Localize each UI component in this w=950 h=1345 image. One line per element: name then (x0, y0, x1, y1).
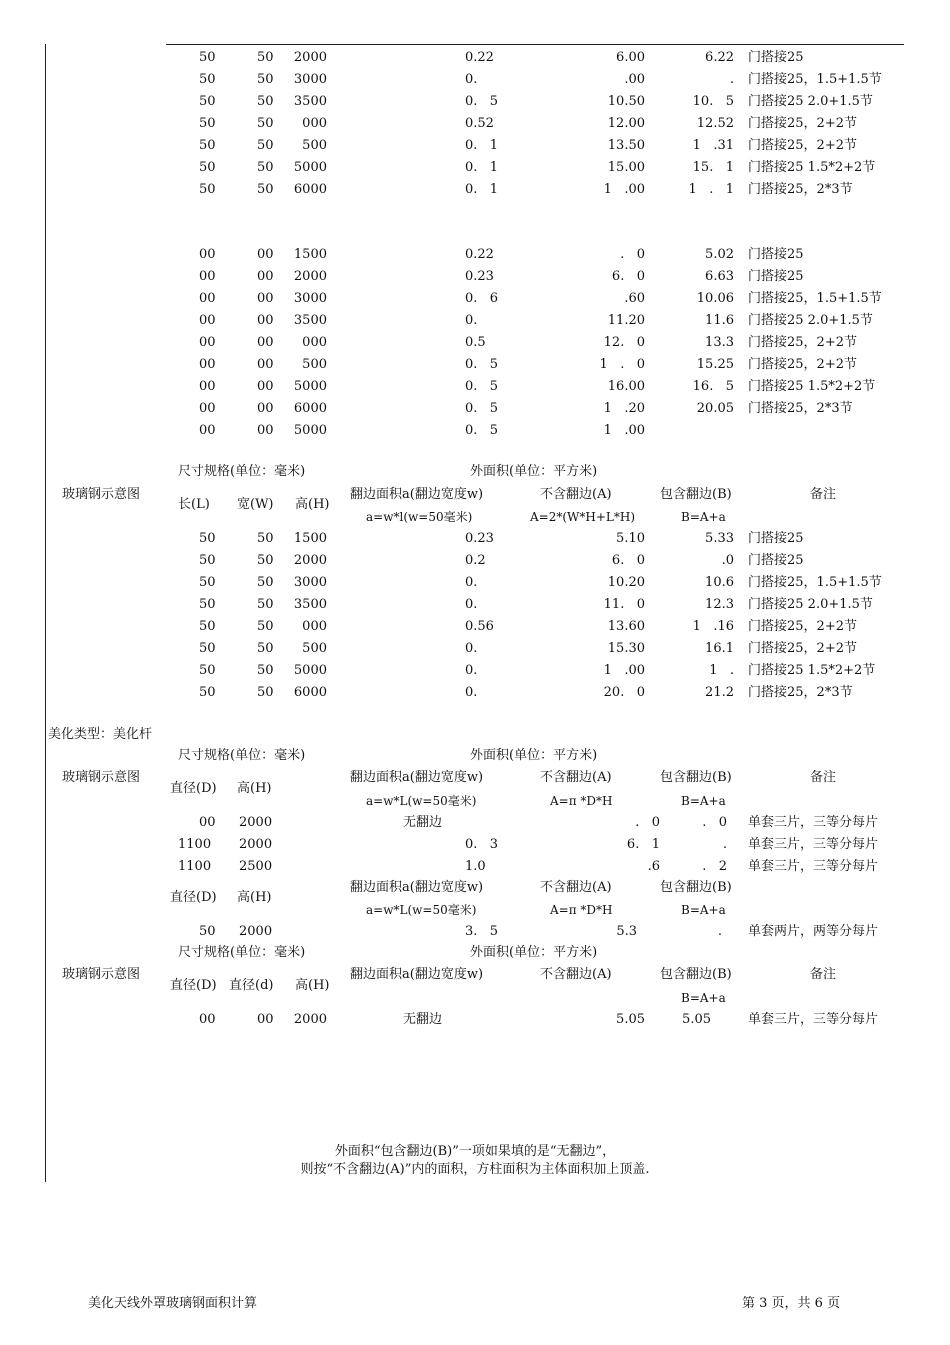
no-flange-formula: A=π *D*H (550, 903, 613, 917)
height-cell: 2000 (293, 269, 327, 284)
with-flange-cell: 5.33 (705, 531, 734, 546)
no-flange-cell: 12.00 (607, 116, 645, 131)
height-cell: 3000 (293, 575, 327, 590)
flange-area-cell: 无翻边 (403, 1012, 443, 1027)
height-cell: 6000 (293, 182, 327, 197)
diameter-cell: 1100 (178, 837, 212, 852)
with-flange-formula: B=A+a (681, 991, 726, 1005)
diameter-cell: 1100 (178, 859, 212, 874)
width-cell: 00 (257, 335, 274, 350)
remark-cell: 单套三片，三等分每片 (748, 815, 879, 830)
length-cell: 50 (199, 641, 216, 656)
with-flange-header: 包含翻边(B) (660, 770, 732, 785)
with-flange-header: 包含翻边(B) (660, 487, 732, 502)
with-flange-cell: 1 .16 (692, 619, 734, 634)
remark-cell: 门搭接25，2+2节 (748, 116, 857, 131)
remark-cell: 门搭接25，2+2节 (748, 619, 857, 634)
flange-area-cell: 0. (465, 313, 478, 328)
width-cell: 50 (257, 663, 274, 678)
no-flange-cell: 13.50 (607, 138, 645, 153)
with-flange-cell: 11.6 (705, 313, 734, 328)
document-title: 美化天线外罩玻璃钢面积计算 (88, 1296, 258, 1311)
with-flange-header: 包含翻边(B) (660, 967, 732, 982)
flange-area-header: 翻边面积a(翻边宽度w) (350, 487, 484, 502)
flange-area-cell: 0. 1 (465, 160, 499, 175)
diagram-label: 玻璃钢示意图 (62, 770, 141, 785)
flange-area-cell: 0.23 (465, 269, 494, 284)
no-flange-cell: 10.50 (607, 94, 645, 109)
width-cell: 50 (257, 182, 274, 197)
diameter-big-header: 直径(D) (170, 978, 217, 993)
length-cell: 50 (199, 663, 216, 678)
no-flange-cell: .6 (647, 859, 660, 874)
no-flange-cell: 11.20 (607, 313, 645, 328)
diameter-small-header: 直径(d) (229, 978, 274, 993)
height-cell: 6000 (293, 401, 327, 416)
height-cell: 500 (302, 138, 327, 153)
remark-header: 备注 (810, 487, 837, 502)
flange-area-header: 翻边面积a(翻边宽度w) (350, 770, 484, 785)
with-flange-cell: . 2 (702, 859, 727, 874)
width-cell: 50 (257, 72, 274, 87)
height-cell: 1500 (293, 247, 327, 262)
with-flange-cell: 1 . 1 (688, 182, 734, 197)
no-flange-cell: . 0 (635, 815, 660, 830)
no-flange-cell: 12. 0 (603, 335, 645, 350)
no-flange-cell: 5.3 (616, 924, 637, 939)
length-header: 长(L) (178, 497, 210, 512)
length-cell: 50 (199, 72, 216, 87)
length-cell: 50 (199, 619, 216, 634)
remark-cell: 门搭接25，2*3节 (748, 401, 853, 416)
no-flange-cell: 15.00 (607, 160, 645, 175)
remark-cell: 单套三片，三等分每片 (748, 837, 879, 852)
width-cell: 00 (257, 357, 274, 372)
with-flange-cell: . (729, 72, 734, 87)
length-cell: 00 (199, 357, 216, 372)
remark-header: 备注 (810, 770, 837, 785)
remark-cell: 单套三片，三等分每片 (748, 859, 879, 874)
flange-area-cell: 0. 5 (465, 401, 499, 416)
flange-area-cell: 0.23 (465, 531, 494, 546)
no-flange-cell: 6. 0 (611, 269, 645, 284)
no-flange-header: 不含翻边(A) (540, 880, 612, 895)
width-cell: 50 (257, 531, 274, 546)
remark-cell: 门搭接25，2*3节 (748, 685, 853, 700)
with-flange-cell: 15.25 (696, 357, 734, 372)
width-cell: 50 (257, 116, 274, 131)
with-flange-cell: 20.05 (696, 401, 734, 416)
height-cell: 2000 (293, 50, 327, 65)
width-cell: 50 (257, 50, 274, 65)
height-cell: 2000 (293, 553, 327, 568)
with-flange-cell: 10. 5 (692, 94, 734, 109)
length-cell: 00 (199, 379, 216, 394)
length-cell: 50 (199, 685, 216, 700)
left-border-line (45, 44, 46, 1182)
width-cell: 50 (257, 160, 274, 175)
with-flange-cell: 1 .31 (692, 138, 734, 153)
remark-cell: 门搭接25 1.5*2+2节 (748, 379, 876, 394)
length-cell: 50 (199, 531, 216, 546)
length-cell: 50 (199, 138, 216, 153)
no-flange-cell: 11. 0 (603, 597, 645, 612)
height-cell: 5000 (293, 379, 327, 394)
flange-area-cell: 0. 3 (465, 837, 499, 852)
no-flange-cell: 10.20 (607, 575, 645, 590)
flange-area-cell: 0. 1 (465, 182, 499, 197)
with-flange-cell: .0 (721, 553, 734, 568)
with-flange-cell: . 0 (702, 815, 727, 830)
flange-formula: a=w*L(w=50毫米) (366, 794, 477, 808)
width-cell: 00 (257, 247, 274, 262)
no-flange-cell: 5.10 (616, 531, 645, 546)
remark-cell: 门搭接25 2.0+1.5节 (748, 597, 873, 612)
remark-cell: 门搭接25 2.0+1.5节 (748, 94, 873, 109)
height-cell: 3000 (293, 72, 327, 87)
no-flange-cell: 6. 0 (611, 553, 645, 568)
height-cell: 6000 (293, 685, 327, 700)
remark-cell: 门搭接25，2*3节 (748, 182, 853, 197)
width-cell: 50 (257, 575, 274, 590)
remark-cell: 门搭接25 1.5*2+2节 (748, 663, 876, 678)
length-cell: 50 (199, 597, 216, 612)
diameter-small-cell: 00 (257, 1012, 274, 1027)
length-cell: 00 (199, 269, 216, 284)
height-cell: 1500 (293, 531, 327, 546)
with-flange-cell: 21.2 (705, 685, 734, 700)
diameter-header: 直径(D) (170, 890, 217, 905)
diameter-cell: 50 (199, 924, 216, 939)
no-flange-cell: 5.05 (616, 1012, 645, 1027)
flange-area-cell: 0. 6 (465, 291, 499, 306)
height-cell: 5000 (293, 160, 327, 175)
remark-cell: 门搭接25 1.5*2+2节 (748, 160, 876, 175)
with-flange-cell: 5.02 (705, 247, 734, 262)
no-flange-formula: A=π *D*H (550, 794, 613, 808)
height-cell: 000 (302, 335, 327, 350)
height-cell: 3500 (293, 94, 327, 109)
no-flange-formula: A=2*(W*H+L*H) (530, 510, 636, 524)
width-cell: 50 (257, 94, 274, 109)
flange-area-cell: 0.52 (465, 116, 494, 131)
top-table-rule (166, 44, 904, 45)
size-spec-header: 尺寸规格(单位：毫米) (178, 748, 306, 763)
length-cell: 50 (199, 575, 216, 590)
remark-cell: 门搭接25 (748, 269, 804, 284)
height-cell: 3000 (293, 291, 327, 306)
no-flange-header: 不含翻边(A) (540, 770, 612, 785)
beautify-type-label: 美化类型：美化杆 (48, 727, 153, 742)
remark-cell: 门搭接25 (748, 531, 804, 546)
flange-area-cell: 0. (465, 685, 478, 700)
flange-area-cell: 0.5 (465, 335, 486, 350)
with-flange-cell: 6.22 (705, 50, 734, 65)
length-cell: 50 (199, 553, 216, 568)
remark-cell: 门搭接25，2+2节 (748, 335, 857, 350)
flange-area-cell: 0.2 (465, 553, 486, 568)
size-spec-header: 尺寸规格(单位：毫米) (178, 464, 306, 479)
no-flange-cell: 16.00 (607, 379, 645, 394)
width-header: 宽(W) (237, 497, 274, 512)
no-flange-cell: 6.00 (616, 50, 645, 65)
length-cell: 50 (199, 94, 216, 109)
flange-area-cell: 1.0 (465, 859, 486, 874)
no-flange-cell: 1 .00 (603, 423, 645, 438)
flange-area-cell: 0. 5 (465, 357, 499, 372)
no-flange-header: 不含翻边(A) (540, 487, 612, 502)
flange-area-header: 翻边面积a(翻边宽度w) (350, 967, 484, 982)
remark-cell: 门搭接25 (748, 50, 804, 65)
with-flange-cell: 12.52 (696, 116, 734, 131)
width-cell: 50 (257, 619, 274, 634)
with-flange-cell: 16. 5 (692, 379, 734, 394)
diagram-label: 玻璃钢示意图 (62, 487, 141, 502)
with-flange-cell: . (717, 924, 722, 939)
flange-area-cell: 0. 1 (465, 138, 499, 153)
no-flange-cell: 1 .00 (603, 182, 645, 197)
with-flange-cell: 16.1 (705, 641, 734, 656)
width-cell: 00 (257, 423, 274, 438)
remark-cell: 单套两片，两等分每片 (748, 924, 879, 939)
no-flange-cell: 1 . 0 (599, 357, 645, 372)
flange-area-cell: 0. 5 (465, 94, 499, 109)
height-cell: 5000 (293, 663, 327, 678)
flange-area-cell: 0. 5 (465, 379, 499, 394)
diameter-big-cell: 00 (199, 1012, 216, 1027)
flange-area-cell: 无翻边 (403, 815, 443, 830)
height-cell: 2000 (239, 924, 273, 939)
height-cell: 5000 (293, 423, 327, 438)
height-cell: 000 (302, 619, 327, 634)
flange-formula: a=w*l(w=50毫米) (366, 510, 473, 524)
height-cell: 500 (302, 641, 327, 656)
flange-area-cell: 0.22 (465, 50, 494, 65)
height-header: 高(H) (237, 890, 272, 905)
with-flange-cell: . (722, 837, 727, 852)
remark-cell: 门搭接25，1.5+1.5节 (748, 575, 882, 590)
no-flange-cell: 15.30 (607, 641, 645, 656)
flange-area-cell: 0. (465, 641, 478, 656)
with-flange-cell: 15. 1 (692, 160, 734, 175)
remark-cell: 门搭接25，2+2节 (748, 357, 857, 372)
no-flange-header: 不含翻边(A) (540, 967, 612, 982)
width-cell: 00 (257, 379, 274, 394)
remark-header: 备注 (810, 967, 837, 982)
height-header: 高(H) (295, 497, 330, 512)
no-flange-cell: 1 .00 (603, 663, 645, 678)
outer-area-header: 外面积(单位：平方米) (470, 748, 598, 763)
size-spec-header: 尺寸规格(单位：毫米) (178, 945, 306, 960)
width-cell: 00 (257, 291, 274, 306)
length-cell: 00 (199, 247, 216, 262)
note-line-1: 外面积“包含翻边(B)”一项如果填的是“无翻边”， (334, 1144, 616, 1159)
no-flange-cell: .60 (624, 291, 645, 306)
with-flange-formula: B=A+a (681, 510, 726, 524)
remark-cell: 门搭接25，1.5+1.5节 (748, 72, 882, 87)
no-flange-cell: 20. 0 (603, 685, 645, 700)
height-cell: 2000 (293, 1012, 327, 1027)
width-cell: 50 (257, 597, 274, 612)
diameter-header: 直径(D) (170, 781, 217, 796)
with-flange-cell: 12.3 (705, 597, 734, 612)
length-cell: 00 (199, 423, 216, 438)
width-cell: 00 (257, 269, 274, 284)
with-flange-cell: 1 . (709, 663, 734, 678)
no-flange-cell: 6. 1 (626, 837, 660, 852)
remark-cell: 门搭接25，1.5+1.5节 (748, 291, 882, 306)
width-cell: 00 (257, 401, 274, 416)
flange-area-cell: 0. 5 (465, 423, 499, 438)
height-cell: 3500 (293, 313, 327, 328)
flange-area-cell: 0. (465, 575, 478, 590)
remark-cell: 门搭接25 (748, 247, 804, 262)
no-flange-cell: . 0 (620, 247, 645, 262)
flange-area-header: 翻边面积a(翻边宽度w) (350, 880, 484, 895)
height-cell: 2000 (239, 815, 273, 830)
flange-area-cell: 0. (465, 597, 478, 612)
diagram-label: 玻璃钢示意图 (62, 967, 141, 982)
with-flange-cell: 10.6 (705, 575, 734, 590)
height-cell: 500 (302, 357, 327, 372)
width-cell: 00 (257, 313, 274, 328)
no-flange-cell: 1 .20 (603, 401, 645, 416)
diameter-cell: 00 (199, 815, 216, 830)
remark-cell: 门搭接25 (748, 553, 804, 568)
remark-cell: 门搭接25，2+2节 (748, 138, 857, 153)
flange-area-cell: 0.56 (465, 619, 494, 634)
flange-area-cell: 3. 5 (465, 924, 499, 939)
with-flange-header: 包含翻边(B) (660, 880, 732, 895)
width-cell: 50 (257, 685, 274, 700)
with-flange-cell: 6.63 (705, 269, 734, 284)
length-cell: 50 (199, 160, 216, 175)
no-flange-cell: .00 (624, 72, 645, 87)
width-cell: 50 (257, 641, 274, 656)
length-cell: 50 (199, 50, 216, 65)
flange-formula: a=w*L(w=50毫米) (366, 903, 477, 917)
note-line-2: 则按“不含翻边(A)”内的面积，方柱面积为主体面积加上顶盖. (300, 1162, 650, 1177)
length-cell: 00 (199, 401, 216, 416)
no-flange-cell: 13.60 (607, 619, 645, 634)
flange-area-cell: 0.22 (465, 247, 494, 262)
flange-area-cell: 0. (465, 72, 478, 87)
height-cell: 000 (302, 116, 327, 131)
height-header: 高(H) (295, 978, 330, 993)
page-indicator: 第 3 页，共 6 页 (742, 1296, 841, 1311)
with-flange-formula: B=A+a (681, 794, 726, 808)
height-header: 高(H) (237, 781, 272, 796)
width-cell: 50 (257, 138, 274, 153)
with-flange-cell: 10.06 (696, 291, 734, 306)
length-cell: 00 (199, 335, 216, 350)
height-cell: 2000 (239, 837, 273, 852)
length-cell: 00 (199, 291, 216, 306)
remark-cell: 单套三片，三等分每片 (748, 1012, 879, 1027)
outer-area-header: 外面积(单位：平方米) (470, 464, 598, 479)
height-cell: 2500 (239, 859, 273, 874)
with-flange-cell: 13.3 (705, 335, 734, 350)
remark-cell: 门搭接25，2+2节 (748, 641, 857, 656)
length-cell: 50 (199, 182, 216, 197)
with-flange-cell: 5.05 (682, 1012, 711, 1027)
with-flange-formula: B=A+a (681, 903, 726, 917)
length-cell: 00 (199, 313, 216, 328)
outer-area-header: 外面积(单位：平方米) (470, 945, 598, 960)
length-cell: 50 (199, 116, 216, 131)
flange-area-cell: 0. (465, 663, 478, 678)
width-cell: 50 (257, 553, 274, 568)
height-cell: 3500 (293, 597, 327, 612)
remark-cell: 门搭接25 2.0+1.5节 (748, 313, 873, 328)
